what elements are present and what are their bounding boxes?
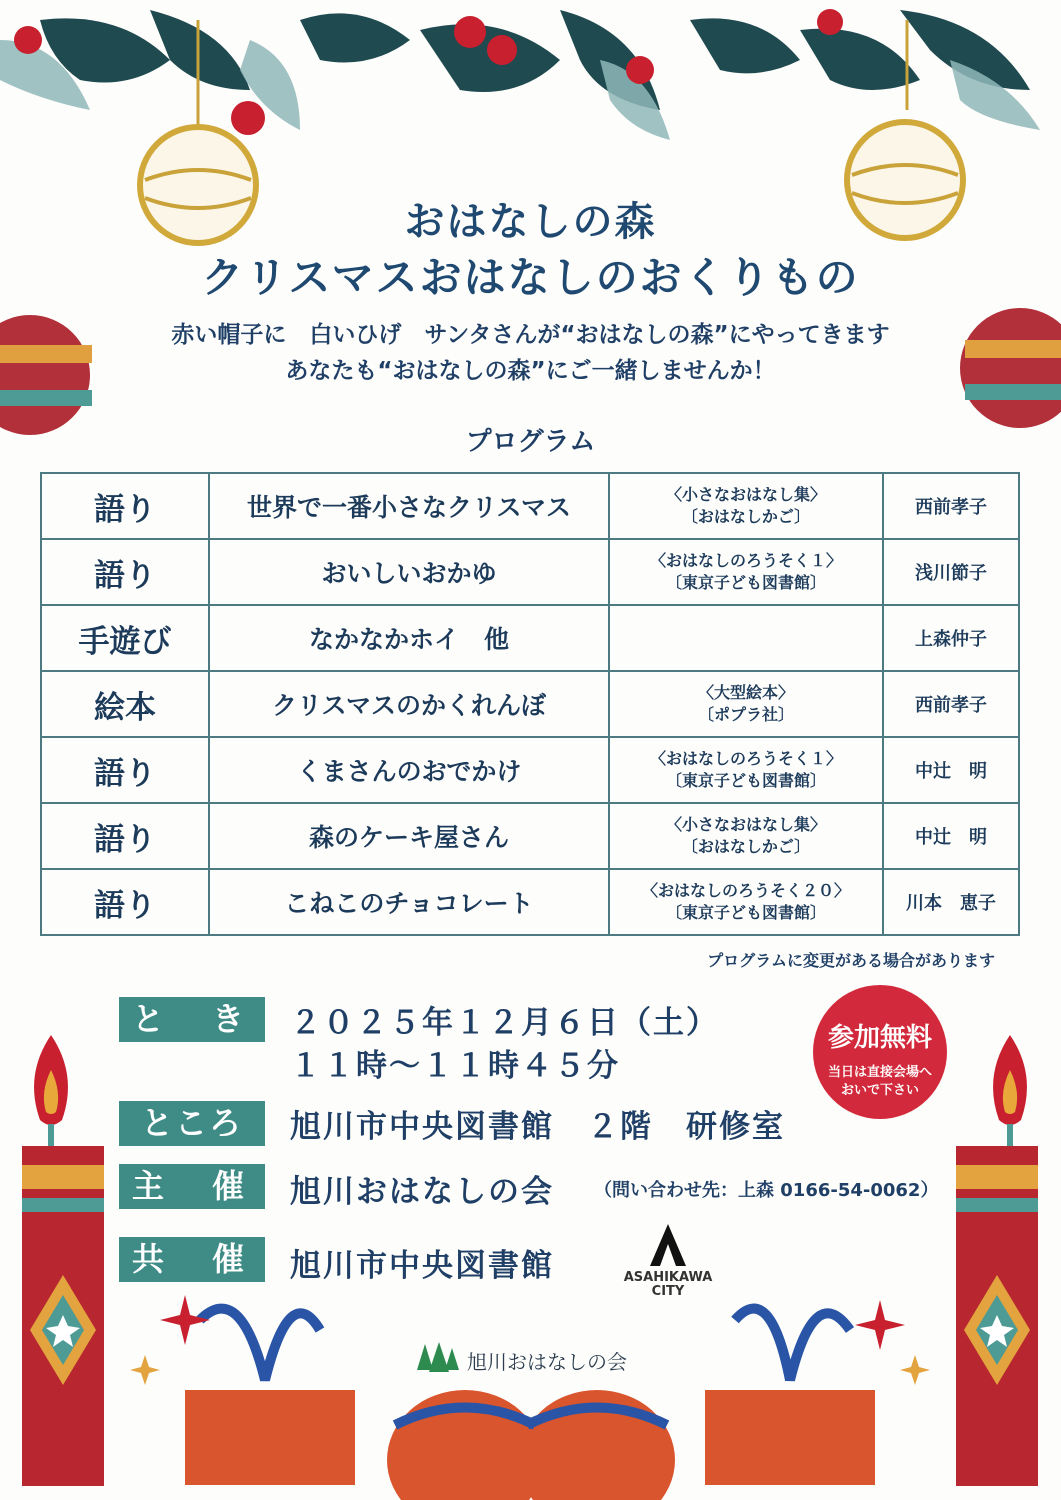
source-publisher: 〔東京子ども図書館〕: [665, 573, 826, 592]
source-publisher: 〔おはなしかご〕: [681, 507, 811, 526]
program-change-note: プログラムに変更がある場合があります: [707, 951, 995, 970]
date-label: と き: [119, 997, 265, 1042]
source-book: 〈大型絵本〉: [697, 683, 794, 702]
table-row: [41, 539, 1019, 605]
program-source: [609, 869, 883, 935]
venue: 旭川市中央図書館 ２階 研修室: [290, 1109, 785, 1145]
event-date: ２０２５年１２月６日（土）: [290, 1005, 719, 1041]
program-source: [609, 671, 883, 737]
program-title: なかなかホイ 他: [209, 605, 609, 671]
program-title: こねこのチョコレート: [209, 869, 609, 935]
program-type: 語り: [41, 737, 209, 803]
free-admission-title: 参加無料: [827, 1023, 932, 1053]
program-teller: 川本 恵子: [883, 869, 1019, 935]
program-heading: プログラム: [465, 427, 596, 457]
event-time: １１時～１１時４５分: [290, 1048, 620, 1084]
program-teller: 西前孝子: [883, 473, 1019, 539]
cosponsor-label: 共 催: [119, 1237, 265, 1282]
source-book: 〈おはなしのろうそく２０〉: [641, 881, 850, 900]
organizer-label: 主 催: [119, 1164, 265, 1209]
program-title: おいしいおかゆ: [209, 539, 609, 605]
table-row: [41, 737, 1019, 803]
program-type: 手遊び: [41, 605, 209, 671]
intro-line-2: あなたも“おはなしの森”にご一緒しませんか！: [285, 358, 776, 384]
free-admission-note-2: おいで下さい: [840, 1083, 919, 1098]
intro-line-1: 赤い帽子に 白いひげ サンタさんが“おはなしの森”にやってきます: [171, 322, 890, 348]
table-row: [41, 803, 1019, 869]
source-book: 〈おはなしのろうそく１〉: [649, 551, 842, 570]
program-source: [609, 473, 883, 539]
program-teller: 中辻 明: [883, 803, 1019, 869]
table-row: [41, 869, 1019, 935]
program-title: くまさんのおでかけ: [209, 737, 609, 803]
cosponsor: 旭川市中央図書館: [290, 1248, 554, 1284]
city-name-line-2: CITY: [651, 1284, 685, 1299]
program-teller: 西前孝子: [883, 671, 1019, 737]
contact-info: （問い合わせ先：上森 0166-54-0062）: [594, 1180, 939, 1201]
program-type: 語り: [41, 473, 209, 539]
program-title: 森のケーキ屋さん: [209, 803, 609, 869]
program-type: 語り: [41, 803, 209, 869]
table-row: [41, 605, 1019, 671]
program-type: 絵本: [41, 671, 209, 737]
program-title: 世界で一番小さなクリスマス: [209, 473, 609, 539]
title-line-1: おはなしの森: [404, 199, 657, 245]
table-row: [41, 473, 1019, 539]
title-line-2: クリスマスおはなしのおくりもの: [201, 253, 860, 302]
source-book: 〈おはなしのろうそく１〉: [649, 749, 842, 768]
venue-label: ところ: [119, 1101, 265, 1146]
program-teller: 上森仲子: [883, 605, 1019, 671]
program-source: [609, 737, 883, 803]
program-teller: 浅川節子: [883, 539, 1019, 605]
source-publisher: 〔東京子ども図書館〕: [665, 771, 826, 790]
source-book: 〈小さなおはなし集〉: [665, 485, 826, 504]
program-table: [40, 472, 1020, 936]
program-teller: 中辻 明: [883, 737, 1019, 803]
city-name-line-1: ASAHIKAWA: [623, 1270, 713, 1285]
program-type: 語り: [41, 869, 209, 935]
program-source: [609, 539, 883, 605]
program-source: [609, 803, 883, 869]
candle-gift-decoration: [0, 1030, 1061, 1500]
program-title: クリスマスのかくれんぼ: [209, 671, 609, 737]
source-book: 〈小さなおはなし集〉: [665, 815, 826, 834]
program-source: [609, 605, 883, 671]
table-row: [41, 671, 1019, 737]
free-admission-note-1: 当日は直接会場へ: [827, 1065, 932, 1080]
source-publisher: 〔ポプラ社〕: [697, 705, 794, 724]
source-publisher: 〔東京子ども図書館〕: [665, 903, 826, 922]
source-publisher: 〔おはなしかご〕: [681, 837, 811, 856]
program-type: 語り: [41, 539, 209, 605]
organizer: 旭川おはなしの会: [290, 1174, 554, 1210]
group-logo-text: 旭川おはなしの会: [467, 1350, 627, 1374]
